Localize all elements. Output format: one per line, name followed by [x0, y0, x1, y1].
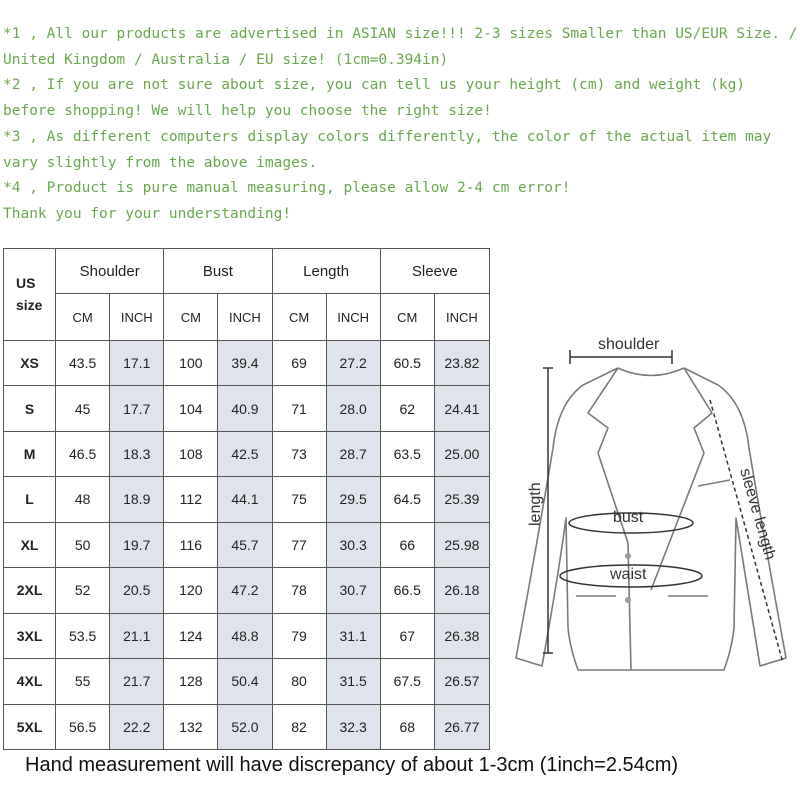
unit-cm: CM — [164, 294, 218, 340]
cm-value-cell: 68 — [380, 704, 434, 749]
inch-value-cell: 25.98 — [434, 522, 489, 567]
cm-value-cell: 45 — [56, 386, 110, 431]
cm-value-cell: 53.5 — [56, 613, 110, 658]
size-label: 3XL — [4, 613, 56, 658]
footer-note: Hand measurement will have discrepancy of about 1-3cm (1inch=2.54cm) — [25, 754, 679, 776]
size-notes — [3, 22, 798, 228]
cm-value-cell: 52 — [56, 568, 110, 613]
size-row — [4, 431, 490, 476]
inch-value-cell: 27.2 — [326, 340, 380, 385]
cm-value-cell: 108 — [164, 431, 218, 476]
size-row — [4, 340, 490, 385]
unit-cm: CM — [56, 294, 110, 340]
inch-value-cell: 26.38 — [434, 613, 489, 658]
cm-value-cell: 62 — [380, 386, 434, 431]
size-row — [4, 477, 490, 522]
length-header: Length — [272, 249, 380, 294]
cm-value-cell: 79 — [272, 613, 326, 658]
inch-value-cell: 18.3 — [110, 431, 164, 476]
inch-value-cell: 30.3 — [326, 522, 380, 567]
inch-value-cell: 31.1 — [326, 613, 380, 658]
inch-value-cell: 50.4 — [218, 659, 272, 704]
size-label: M — [4, 431, 56, 476]
unit-inch: INCH — [218, 294, 272, 340]
size-label: L — [4, 477, 56, 522]
inch-value-cell: 32.3 — [326, 704, 380, 749]
size-label: 5XL — [4, 704, 56, 749]
jacket-measurement-diagram — [498, 328, 800, 690]
size-label: 4XL — [4, 659, 56, 704]
inch-value-cell: 26.18 — [434, 568, 489, 613]
cm-value-cell: 75 — [272, 477, 326, 522]
inch-value-cell: 44.1 — [218, 477, 272, 522]
cm-value-cell: 66 — [380, 522, 434, 567]
cm-value-cell: 64.5 — [380, 477, 434, 522]
size-chart-table — [3, 248, 490, 750]
cm-value-cell: 56.5 — [56, 704, 110, 749]
cm-value-cell: 60.5 — [380, 340, 434, 385]
shoulder-header: Shoulder — [56, 249, 164, 294]
cm-value-cell: 48 — [56, 477, 110, 522]
cm-value-cell: 67.5 — [380, 659, 434, 704]
shoulder-label: shoulder — [598, 336, 660, 353]
cm-value-cell: 80 — [272, 659, 326, 704]
inch-value-cell: 22.2 — [110, 704, 164, 749]
cm-value-cell: 100 — [164, 340, 218, 385]
waist-label: waist — [610, 566, 647, 583]
length-label: length — [527, 482, 544, 526]
inch-value-cell: 29.5 — [326, 477, 380, 522]
inch-value-cell: 31.5 — [326, 659, 380, 704]
inch-value-cell: 25.00 — [434, 431, 489, 476]
inch-value-cell: 40.9 — [218, 386, 272, 431]
header-row — [4, 249, 490, 294]
size-row — [4, 386, 490, 431]
cm-value-cell: 67 — [380, 613, 434, 658]
inch-value-cell: 18.9 — [110, 477, 164, 522]
size-row — [4, 613, 490, 658]
us-size-header: US size — [4, 249, 56, 341]
inch-value-cell: 21.7 — [110, 659, 164, 704]
size-row — [4, 704, 490, 749]
size-label: S — [4, 386, 56, 431]
inch-value-cell: 30.7 — [326, 568, 380, 613]
cm-value-cell: 82 — [272, 704, 326, 749]
cm-value-cell: 120 — [164, 568, 218, 613]
inch-value-cell: 21.1 — [110, 613, 164, 658]
inch-value-cell: 39.4 — [218, 340, 272, 385]
cm-value-cell: 77 — [272, 522, 326, 567]
cm-value-cell: 71 — [272, 386, 326, 431]
cm-value-cell: 116 — [164, 522, 218, 567]
inch-value-cell: 19.7 — [110, 522, 164, 567]
bust-header: Bust — [164, 249, 272, 294]
inch-value-cell: 25.39 — [434, 477, 489, 522]
cm-value-cell: 69 — [272, 340, 326, 385]
inch-value-cell: 17.1 — [110, 340, 164, 385]
cm-value-cell: 128 — [164, 659, 218, 704]
unit-row — [4, 294, 490, 340]
inch-value-cell: 20.5 — [110, 568, 164, 613]
size-label: XL — [4, 522, 56, 567]
note-4: *4 , Product is pure manual measuring, please allow 2-4 cm error! — [3, 180, 571, 197]
inch-value-cell: 24.41 — [434, 386, 489, 431]
note-1: *1 , All our products are advertised in ASIAN size!!! 2-3 sizes Smaller than US/EUR Size. / United Kingdom / Australia / EU size! (1cm=0.394in) — [3, 26, 798, 68]
cm-value-cell: 73 — [272, 431, 326, 476]
unit-inch: INCH — [110, 294, 164, 340]
cm-value-cell: 112 — [164, 477, 218, 522]
inch-value-cell: 28.0 — [326, 386, 380, 431]
cm-value-cell: 124 — [164, 613, 218, 658]
inch-value-cell: 42.5 — [218, 431, 272, 476]
inch-value-cell: 23.82 — [434, 340, 489, 385]
cm-value-cell: 55 — [56, 659, 110, 704]
inch-value-cell: 26.77 — [434, 704, 489, 749]
cm-value-cell: 104 — [164, 386, 218, 431]
unit-cm: CM — [272, 294, 326, 340]
button — [625, 553, 631, 559]
cm-value-cell: 46.5 — [56, 431, 110, 476]
inch-value-cell: 48.8 — [218, 613, 272, 658]
size-label: 2XL — [4, 568, 56, 613]
inch-value-cell: 45.7 — [218, 522, 272, 567]
size-row — [4, 659, 490, 704]
unit-inch: INCH — [434, 294, 489, 340]
inch-value-cell: 52.0 — [218, 704, 272, 749]
cm-value-cell: 66.5 — [380, 568, 434, 613]
cm-value-cell: 132 — [164, 704, 218, 749]
inch-value-cell: 47.2 — [218, 568, 272, 613]
note-3: *3 , As different computers display colors differently, the color of the actual item may vary slightly from the above images. — [3, 128, 772, 171]
cm-value-cell: 50 — [56, 522, 110, 567]
inch-value-cell: 17.7 — [110, 386, 164, 431]
button — [625, 597, 631, 603]
sleeve-header: Sleeve — [380, 249, 489, 294]
unit-inch: INCH — [326, 294, 380, 340]
bust-label: bust — [613, 509, 644, 526]
size-chart-body — [4, 249, 490, 750]
inch-value-cell: 26.57 — [434, 659, 489, 704]
cm-value-cell: 78 — [272, 568, 326, 613]
size-row — [4, 568, 490, 613]
note-2: *2 , If you are not sure about size, you can tell us your height (cm) and weight (kg) before shopping! We will help you choose the right size! — [3, 77, 746, 120]
inch-value-cell: 28.7 — [326, 431, 380, 476]
size-row — [4, 522, 490, 567]
cm-value-cell: 43.5 — [56, 340, 110, 385]
note-thanks: Thank you for your understanding! — [3, 205, 292, 222]
unit-cm: CM — [380, 294, 434, 340]
sleeve-length-label: sleeve length — [736, 466, 779, 562]
cm-value-cell: 63.5 — [380, 431, 434, 476]
size-label: XS — [4, 340, 56, 385]
